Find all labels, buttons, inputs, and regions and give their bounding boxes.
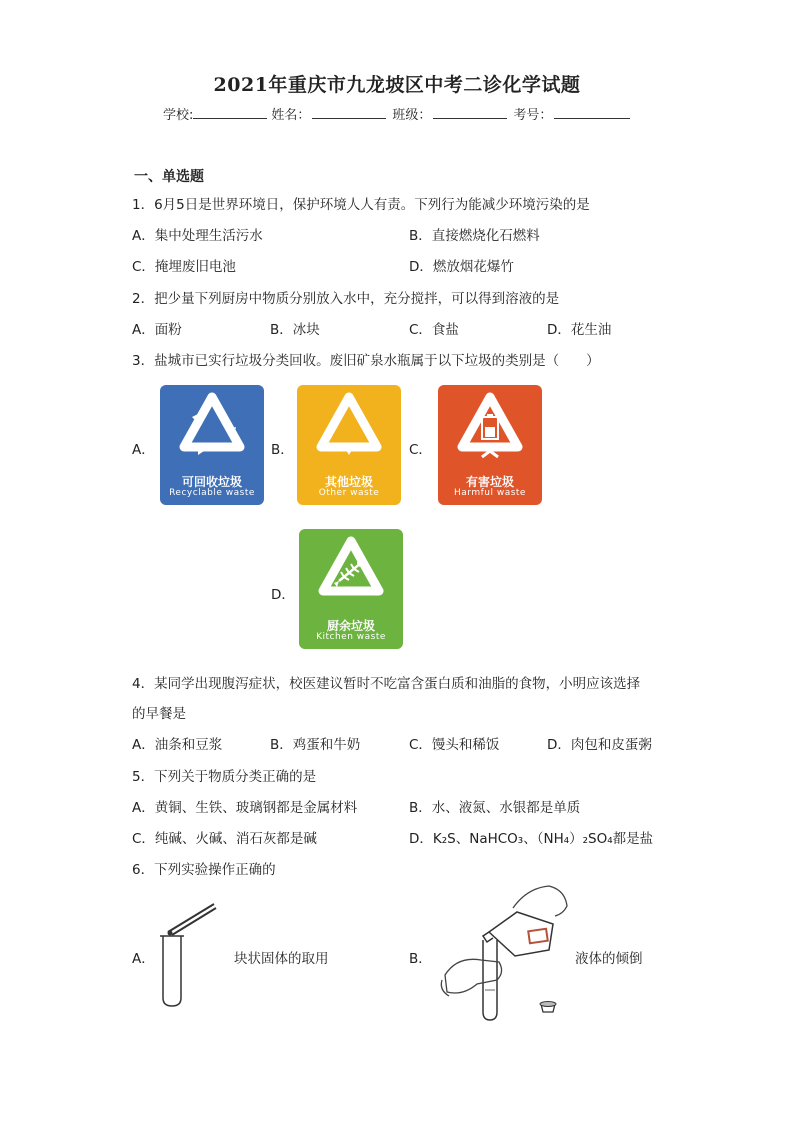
q1-option-b: B．直接燃烧化石燃料: [409, 228, 540, 244]
liquid-pouring-illustration: [437, 880, 572, 1025]
bin-label-en: Kitchen waste: [316, 632, 386, 642]
bin-label-zh: 有害垃圾: [465, 475, 514, 489]
q4-option-c: C．馒头和稀饭: [409, 737, 500, 753]
q3-option-d: D．: [271, 587, 295, 603]
kitchen-waste-bin-image: [299, 529, 403, 649]
harmful-waste-bin-image: [438, 385, 542, 505]
q5-option-a: A．黄铜、生铁、玻璃钢都是金属材料: [132, 800, 358, 816]
q6-caption-b: 液体的倾倒: [575, 951, 643, 967]
school-blank: [193, 104, 267, 119]
q2-option-c: C．食盐: [409, 322, 459, 338]
q3-option-a: A．: [132, 442, 155, 458]
page-title: 2021年重庆市九龙坡区中考二诊化学试题: [213, 74, 581, 96]
question-3-stem: 3．盐城市已实行垃圾分类回收。废旧矿泉水瓶属于以下垃圾的类别是（ ）: [132, 353, 600, 369]
name-label: 姓名：: [271, 108, 311, 123]
class-blank: [433, 104, 507, 119]
recyclable-bin-image: [160, 385, 264, 505]
q3-option-c: C．: [409, 442, 432, 458]
student-info-line: [163, 104, 634, 123]
bin-label-zh: 其他垃圾: [324, 475, 373, 489]
q1-option-d: D．燃放烟花爆竹: [409, 259, 514, 275]
question-1-stem: 1．6月5日是世界环境日，保护环境人人有责。下列行为能减少环境污染的是: [132, 197, 590, 213]
fish-bone-icon: [299, 529, 403, 617]
bin-label-en: Other waste: [318, 488, 380, 498]
question-4-stem-line1: 4．某同学出现腹泻症状，校医建议暂时不吃富含蛋白质和油脂的食物，小明应该选择: [132, 676, 641, 692]
question-5-stem: 5．下列关于物质分类正确的是: [132, 769, 317, 785]
q4-option-d: D．肉包和皮蛋粥: [547, 737, 652, 753]
exam-no-label: 考号：: [513, 108, 553, 123]
q5-option-d: D．K₂S、NaHCO₃、（NH₄）₂SO₄都是盐: [409, 831, 654, 847]
q6-option-b: B．: [409, 951, 432, 967]
q3-option-b: B．: [271, 442, 294, 458]
q6-caption-a: 块状固体的取用: [234, 951, 329, 967]
question-4-stem-line2: 的早餐是: [132, 706, 186, 722]
q2-option-d: D．花生油: [547, 322, 612, 338]
q4-option-b: B．鸡蛋和牛奶: [270, 737, 361, 753]
test-tube-tweezers-illustration: [150, 898, 230, 1010]
exam-no-blank: [554, 104, 630, 119]
q2-option-b: B．冰块: [270, 322, 320, 338]
bin-label-zh: 厨余垃圾: [326, 619, 375, 633]
recycle-arrows-icon: [297, 385, 401, 473]
other-waste-bin-image: [297, 385, 401, 505]
bin-label-en: Harmful waste: [454, 488, 526, 498]
question-2-stem: 2．把少量下列厨房中物质分别放入水中，充分搅拌，可以得到溶液的是: [132, 291, 560, 307]
school-label: 学校:: [163, 108, 194, 123]
recycle-arrows-icon: [160, 385, 264, 473]
q5-option-c: C．纯碱、火碱、消石灰都是碱: [132, 831, 317, 847]
bin-label-en: Recyclable waste: [169, 488, 255, 498]
q4-option-a: A．油条和豆浆: [132, 737, 223, 753]
q5-option-b: B．水、液氮、水银都是单质: [409, 800, 581, 816]
q1-option-c: C．掩埋废旧电池: [132, 259, 236, 275]
battery-icon: [438, 385, 542, 473]
question-6-stem: 6．下列实验操作正确的: [132, 862, 276, 878]
class-label: 班级：: [392, 108, 432, 123]
q6-option-a: A．: [132, 951, 155, 967]
bin-label-zh: 可回收垃圾: [181, 475, 242, 489]
q2-option-a: A．面粉: [132, 322, 182, 338]
q1-option-a: A．集中处理生活污水: [132, 228, 263, 244]
section-heading: 一、单选题: [134, 169, 204, 185]
name-blank: [312, 104, 386, 119]
